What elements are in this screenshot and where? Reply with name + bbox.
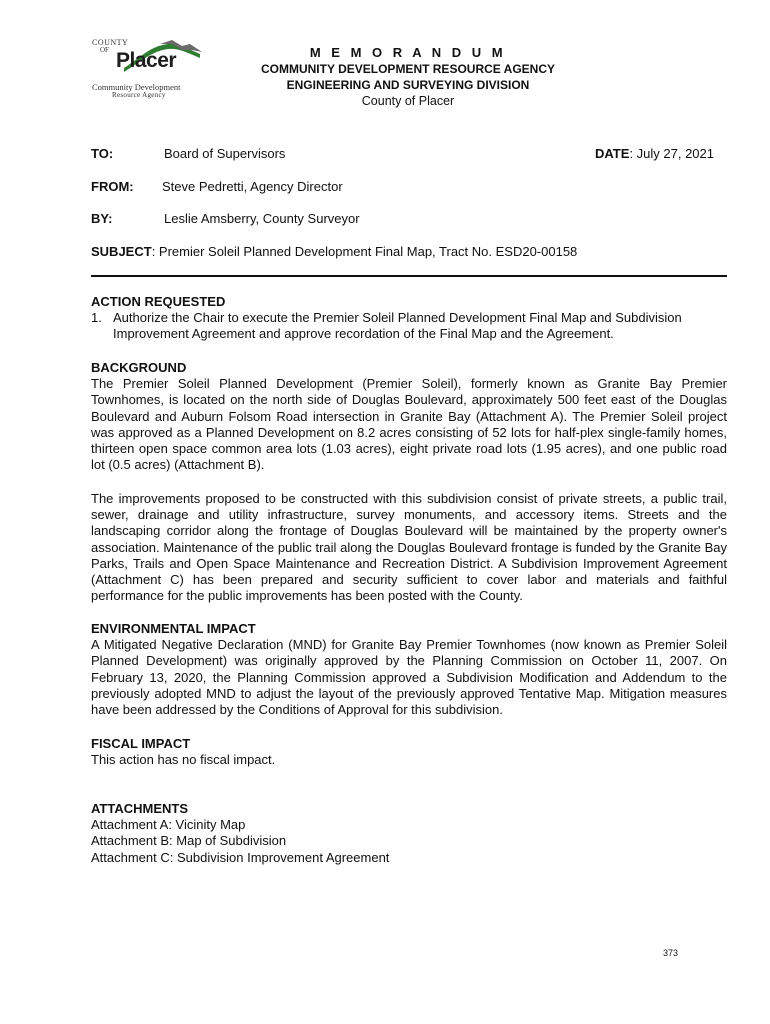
subject-label: SUBJECT xyxy=(91,244,152,259)
by-label: BY: xyxy=(91,211,113,226)
attachment-c: Attachment C: Subdivision Improvement Agreement xyxy=(91,849,390,865)
action-item-number: 1. xyxy=(91,310,102,326)
environmental-paragraph: A Mitigated Negative Declaration (MND) for Granite Bay Premier Townhomes (now known as Premier Soleil Planned Development) was originally approved by the Planning Commission on October 11, 2007. On February 13, 2020, the Planning Commission approved a Subdivision Modification and Addendum to the previously adopted MND to adjust the layout of the previously approved Tentative Map. Mitigation measures have been addressed by the Conditions of Approval for this subdivision. xyxy=(91,637,727,718)
attachment-b: Attachment B: Map of Subdivision xyxy=(91,833,287,849)
background-heading: BACKGROUND xyxy=(91,360,187,375)
fiscal-section xyxy=(91,736,727,768)
county-name: County of Placer xyxy=(361,94,455,108)
divider-rule xyxy=(91,275,727,277)
agency-name: COMMUNITY DEVELOPMENT RESOURCE AGENCY xyxy=(260,62,556,76)
logo-county-text: COUNTY xyxy=(92,38,129,47)
fiscal-heading: FISCAL IMPACT xyxy=(91,736,191,751)
to-label: TO: xyxy=(91,146,114,161)
background-section xyxy=(91,360,727,473)
attachments-section xyxy=(91,801,727,866)
logo-line1: Community Development xyxy=(92,82,181,92)
logo-line2: Resource Agency xyxy=(112,91,166,99)
background-section-2 xyxy=(91,491,727,604)
action-heading: ACTION REQUESTED xyxy=(91,294,226,309)
attachment-a: Attachment A: Vicinity Map xyxy=(91,817,246,833)
date-label: DATE xyxy=(595,146,630,161)
attachments-heading: ATTACHMENTS xyxy=(91,801,189,816)
from-label: FROM: xyxy=(91,179,134,194)
action-item-text: Authorize the Chair to execute the Premier Soleil Planned Development Final Map and Subdivision Improvement Agreement and approve recordation of the Final Map and the Agreement. xyxy=(113,310,682,342)
date-value: : July 27, 2021 xyxy=(629,146,714,161)
page-number: 373 xyxy=(663,948,679,958)
fiscal-paragraph: This action has no fiscal impact. xyxy=(91,752,276,768)
environmental-section xyxy=(91,621,727,718)
placer-county-logo xyxy=(90,38,205,102)
logo-of-text: OF xyxy=(100,46,109,54)
action-requested-section xyxy=(91,294,727,343)
action-item xyxy=(91,310,727,342)
from-value: Steve Pedretti, Agency Director xyxy=(162,179,343,194)
to-value: Board of Supervisors xyxy=(164,146,286,161)
date-field xyxy=(595,146,714,161)
memo-header xyxy=(200,45,616,110)
memo-title: M E M O R A N D U M xyxy=(309,45,507,60)
by-value: Leslie Amsberry, County Surveyor xyxy=(164,211,360,226)
background-paragraph-1: The Premier Soleil Planned Development (Premier Soleil), formerly known as Granite Bay Premier Townhomes, is located on the north side of Douglas Boulevard, approximately 500 feet east of the Douglas Boulevard and Auburn Folsom Road intersection in Granite Bay (Attachment A). The Premier Soleil project was approved as a Planned Development on 8.2 acres consisting of 52 lots for half-plex single-family homes, thirteen open space common area lots (1.03 acres), eight private road lots (1.95 acres), and one public road lot (0.5 acres) (Attachment B). xyxy=(91,376,727,473)
division-name: ENGINEERING AND SURVEYING DIVISION xyxy=(286,78,530,92)
subject-value: : Premier Soleil Planned Development Final Map, Tract No. ESD20-00158 xyxy=(151,244,578,259)
logo-placer-text: Placer xyxy=(116,49,177,72)
environmental-heading: ENVIRONMENTAL IMPACT xyxy=(91,621,256,636)
subject-field xyxy=(91,244,577,259)
background-paragraph-2: The improvements proposed to be constructed with this subdivision consist of private streets, a public trail, sewer, drainage and utility infrastructure, survey monuments, and accessory items. Streets and the landscaping corridor along the frontage of Douglas Boulevard will be maintained by the property owner's association. Maintenance of the public trail along the Douglas Boulevard frontage is funded by the Granite Bay Parks, Trails and Open Space Maintenance and Recreation District. A Subdivision Improvement Agreement (Attachment C) has been prepared and security sufficient to cover labor and materials and faithful performance for the public improvements has been posted with the County. xyxy=(91,491,727,604)
